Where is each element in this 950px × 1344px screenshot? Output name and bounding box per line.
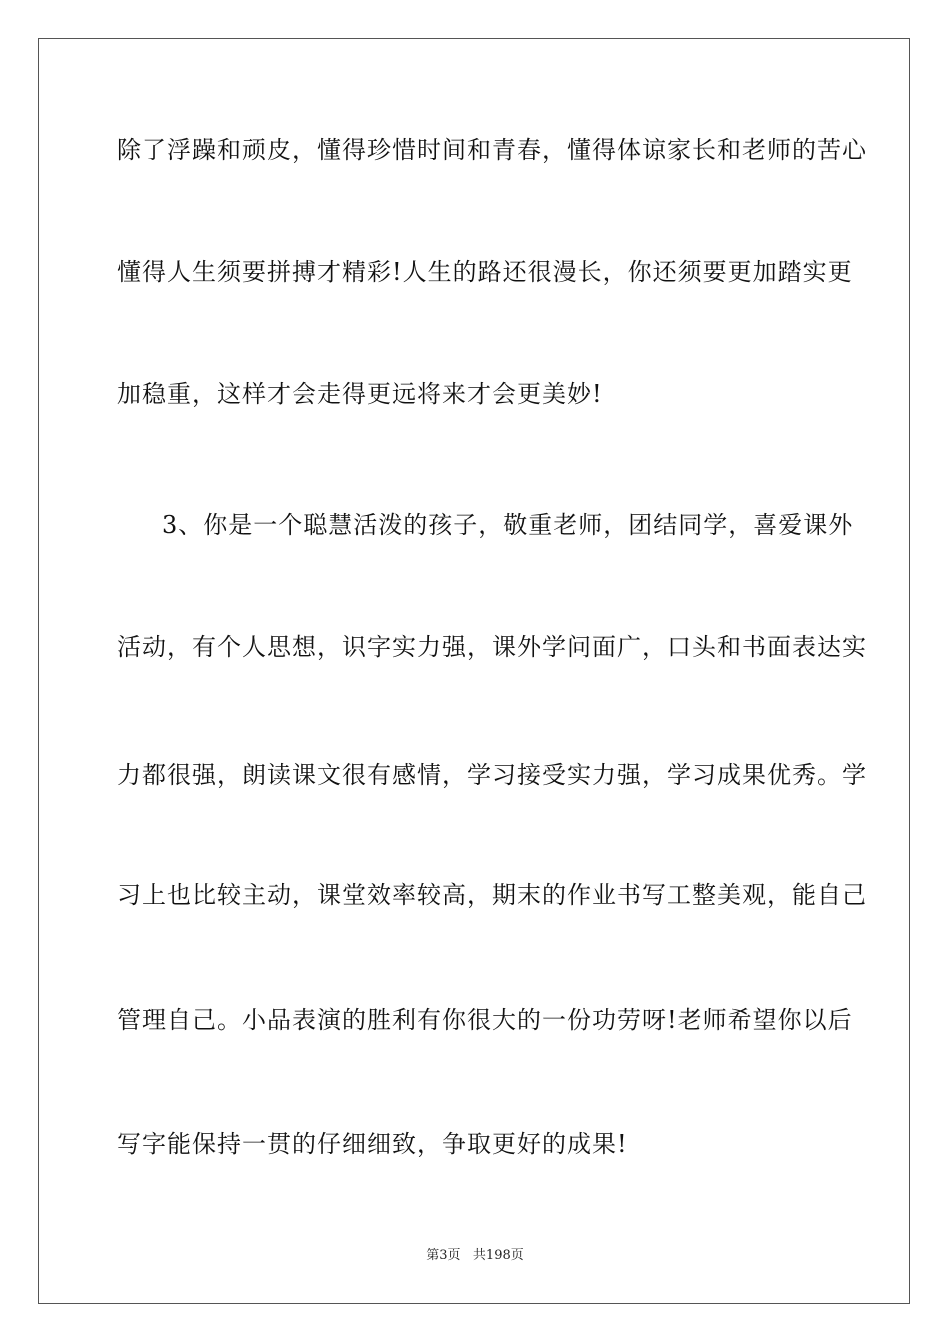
page-border bbox=[38, 38, 910, 1304]
text-line-9: 写字能保持一贯的仔细细致，争取更好的成果! bbox=[117, 1130, 628, 1158]
text-line-1: 除了浮躁和顽皮，懂得珍惜时间和青春，懂得体谅家长和老师的苦心 bbox=[117, 136, 867, 164]
text-line-3: 加稳重，这样才会走得更远将来才会更美妙! bbox=[117, 380, 603, 408]
text-line-8: 管理自己。小品表演的胜利有你很大的一份功劳呀!老师希望你以后 bbox=[117, 1006, 853, 1034]
text-line-4: 3、你是一个聪慧活泼的孩子，敬重老师，团结同学，喜爱课外 bbox=[162, 511, 854, 539]
text-line-2: 懂得人生须要拼搏才精彩!人生的路还很漫长，你还须要更加踏实更 bbox=[117, 258, 853, 286]
text-line-7: 习上也比较主动，课堂效率较高，期末的作业书写工整美观，能自己 bbox=[117, 881, 867, 909]
page-number-footer: 第3页 共198页 bbox=[426, 1248, 524, 1263]
text-line-5: 活动，有个人思想，识字实力强，课外学问面广，口头和书面表达实 bbox=[117, 633, 867, 661]
text-line-6: 力都很强，朗读课文很有感情，学习接受实力强，学习成果优秀。学 bbox=[117, 761, 867, 789]
